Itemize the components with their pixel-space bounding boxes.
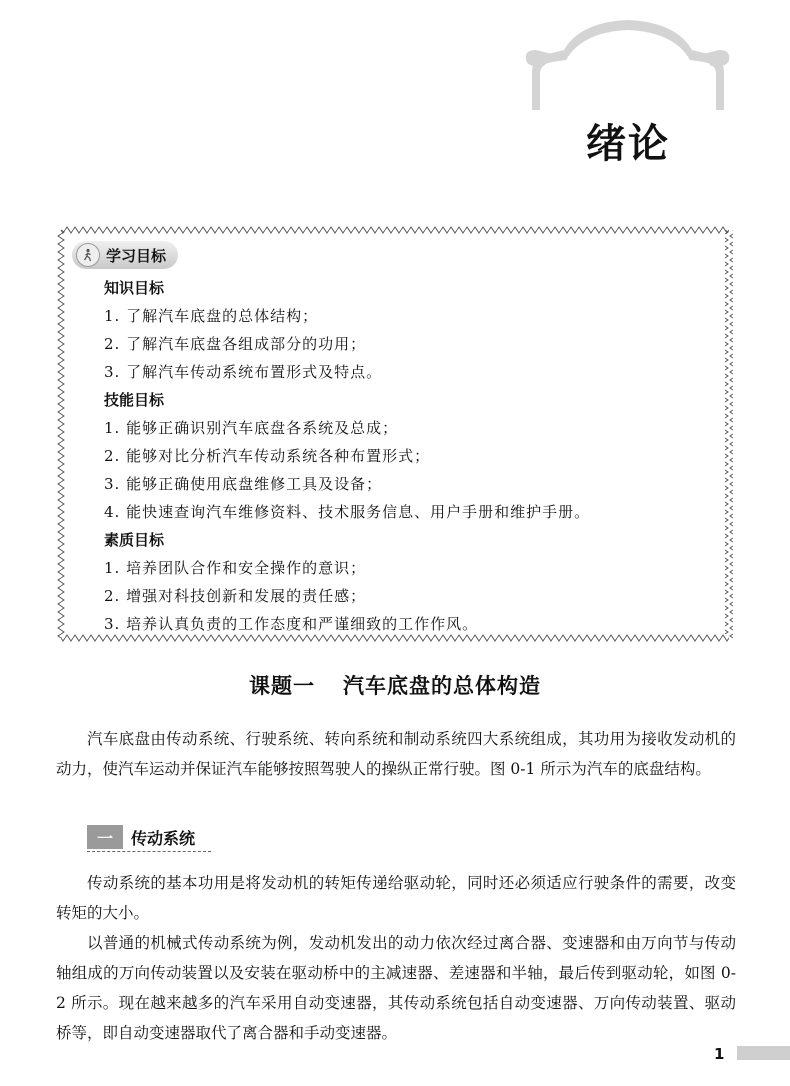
objective-item: 3. 了解汽车传动系统布置形式及特点。 (104, 363, 383, 381)
objective-item: 2. 能够对比分析汽车传动系统各种布置形式； (104, 447, 431, 465)
car-silhouette-icon (520, 14, 735, 112)
objective-item: 1. 能够正确识别汽车底盘各系统及总成； (104, 419, 399, 437)
lesson-name: 汽车底盘的总体构造 (343, 674, 541, 698)
intro-paragraph: 汽车底盘由传动系统、行驶系统、转向系统和制动系统四大系统组成，其功用为接收发动机的动力，使汽车运动并保证汽车能够按照驾驶人的操纵正常行驶。图 0-1 所示为汽车的底盘结构。 (56, 730, 736, 778)
objective-item: 3. 能够正确使用底盘维修工具及设备； (104, 475, 383, 493)
chapter-title: 绪论 (586, 121, 670, 167)
objective-item: 1. 了解汽车底盘的总体结构； (104, 307, 319, 325)
section-heading (87, 824, 201, 850)
page-number-bar (737, 1046, 790, 1060)
objectives-header (72, 240, 178, 270)
walking-person-icon (76, 243, 100, 267)
objective-item: 1. 培养团队合作和安全操作的意识； (104, 559, 367, 577)
objective-item: 3. 培养认真负责的工作态度和严谨细致的工作作风。 (104, 615, 479, 633)
objectives-content (104, 274, 704, 638)
body-paragraph: 以普通的机械式传动系统为例，发动机发出的动力依次经过离合器、变速器和由万向节与传动轴组成的万向传动装置以及安装在驱动桥中的主减速器、差速器和半轴，最后传到驱动轮，如图 0-2 所示。现在越来越多的汽车采用自动变速器，其传动系统包括自动变速器、万向传动装置、驱动桥等，即自动变速器取代了离合器和手动变速器。 (56, 934, 736, 1042)
objectives-title: 学习目标 (106, 246, 167, 265)
body-paragraph: 传动系统的基本功用是将发动机的转矩传递给驱动轮，同时还必须适应行驶条件的需要，改变转矩的大小。 (56, 874, 736, 922)
quality-objectives-title: 素质目标 (104, 531, 165, 549)
skill-objectives-title: 技能目标 (104, 391, 165, 409)
knowledge-objectives-title: 知识目标 (104, 279, 165, 297)
page-number: 1 (714, 1045, 725, 1063)
lesson-title (0, 670, 790, 700)
section-title: 传动系统 (131, 828, 196, 848)
section-number: 一 (87, 825, 123, 849)
objective-item: 2. 增强对科技创新和发展的责任感； (104, 587, 367, 605)
objective-item: 2. 了解汽车底盘各组成部分的功用； (104, 335, 367, 353)
lesson-label: 课题一 (249, 674, 315, 698)
section-underline (87, 851, 211, 852)
objective-item: 4. 能快速查询汽车维修资料、技术服务信息、用户手册和维护手册。 (104, 503, 591, 521)
objectives-badge (72, 241, 178, 269)
